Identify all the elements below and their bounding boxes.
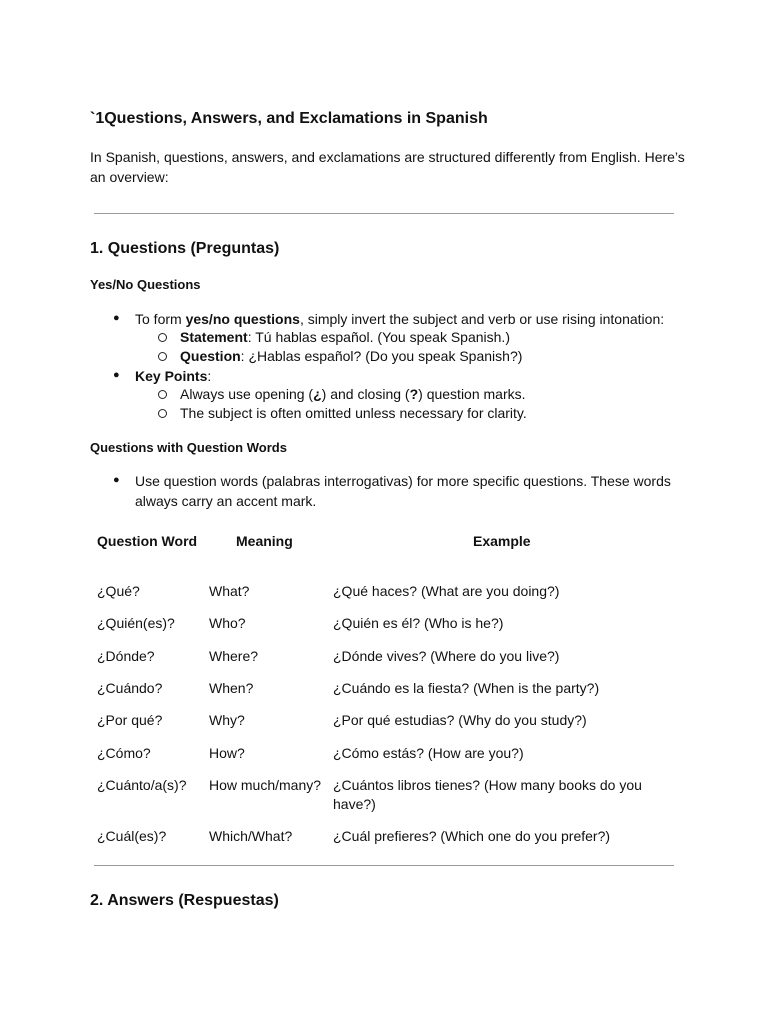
text-run: , simply invert the subject and verb or use rising intonation: — [299, 311, 665, 327]
table-header-meaning: Meaning — [236, 533, 293, 549]
table-cell-meaning: How? — [209, 745, 245, 761]
table-cell-example: ¿Por qué estudias? (Why do you study?) — [333, 712, 587, 728]
table-cell-meaning: What? — [209, 583, 250, 599]
bullet-dot: ● — [113, 312, 120, 324]
table-cell-meaning: Why? — [209, 712, 245, 728]
section-heading-answers: 2. Answers (Respuestas) — [90, 892, 279, 909]
bullet-dot: ● — [113, 369, 120, 381]
horizontal-rule — [94, 213, 674, 214]
intro-paragraph: In Spanish, questions, answers, and exclamations are structured differently from English. Here’s an overview: — [90, 149, 685, 185]
list-item-yes-no-form — [135, 310, 664, 329]
bold-text: yes/no questions — [185, 311, 300, 327]
bold-text: ? — [409, 386, 419, 402]
table-cell-word: ¿Cuánto/a(s)? — [97, 777, 187, 793]
list-item-question-words-line1: Use question words (palabras interrogativas) for more specific questions. These words — [135, 473, 671, 489]
table-cell-word: ¿Cómo? — [97, 745, 151, 761]
subheading-question-words: Questions with Question Words — [90, 440, 287, 455]
table-cell-meaning: When? — [209, 680, 254, 696]
list-item-question-words-line2: always carry an accent mark. — [135, 493, 317, 509]
circle-bullet — [158, 409, 167, 418]
table-cell-example: ¿Cuál prefieres? (Which one do you prefer?) — [333, 828, 611, 844]
table-header-question-word: Question Word — [97, 533, 198, 549]
table-cell-meaning: Who? — [209, 615, 246, 631]
text-run: : ¿Hablas español? (Do you speak Spanish?) — [240, 348, 523, 364]
table-cell-example: ¿Qué haces? (What are you doing?) — [333, 583, 560, 599]
bullet-dot: ● — [113, 474, 120, 486]
text-run: To form — [135, 311, 186, 327]
circle-bullet — [158, 352, 167, 361]
document-title: `1Questions, Answers, and Exclamations in Spanish — [90, 110, 488, 127]
table-cell-meaning: Where? — [209, 648, 259, 664]
table-cell-example: ¿Cómo estás? (How are you?) — [333, 745, 524, 761]
table-cell-word: ¿Cuál(es)? — [97, 828, 167, 844]
bold-text: ¿ — [313, 386, 322, 402]
bold-text: Statement — [180, 329, 248, 345]
circle-bullet — [158, 333, 167, 342]
list-item-question-marks — [180, 385, 526, 404]
section-heading-questions: 1. Questions (Preguntas) — [90, 240, 280, 257]
table-cell-example: ¿Dónde vives? (Where do you live?) — [333, 648, 560, 664]
list-item-question — [180, 347, 522, 366]
table-cell-meaning: How much/many? — [209, 777, 322, 793]
text-run: : Tú hablas español. (You speak Spanish.) — [247, 329, 510, 345]
table-cell-example: ¿Quién es él? (Who is he?) — [333, 615, 504, 631]
list-item-key-points — [135, 367, 211, 386]
horizontal-rule — [94, 865, 674, 866]
circle-bullet — [158, 390, 167, 399]
table-cell-example: ¿Cuántos libros tienes? (How many books do you have?) — [333, 777, 642, 812]
table-cell-example: ¿Cuándo es la fiesta? (When is the party?) — [333, 680, 600, 696]
text-run: : — [207, 368, 212, 384]
text-run: ) and closing ( — [321, 386, 410, 402]
table-header-example: Example — [473, 533, 531, 549]
bold-text: Question — [180, 348, 241, 364]
bold-text: Key Points — [135, 368, 208, 384]
table-cell-word: ¿Dónde? — [97, 648, 155, 664]
table-cell-word: ¿Por qué? — [97, 712, 163, 728]
table-cell-word: ¿Qué? — [97, 583, 140, 599]
table-cell-word: ¿Cuándo? — [97, 680, 163, 696]
table-cell-word: ¿Quién(es)? — [97, 615, 175, 631]
list-item-subject-omitted: The subject is often omitted unless necessary for clarity. — [180, 405, 527, 421]
subheading-yes-no: Yes/No Questions — [90, 277, 201, 292]
text-run: ) question marks. — [418, 386, 526, 402]
list-item-statement — [180, 328, 510, 347]
table-cell-meaning: Which/What? — [209, 828, 293, 844]
text-run: Always use opening ( — [180, 386, 314, 402]
